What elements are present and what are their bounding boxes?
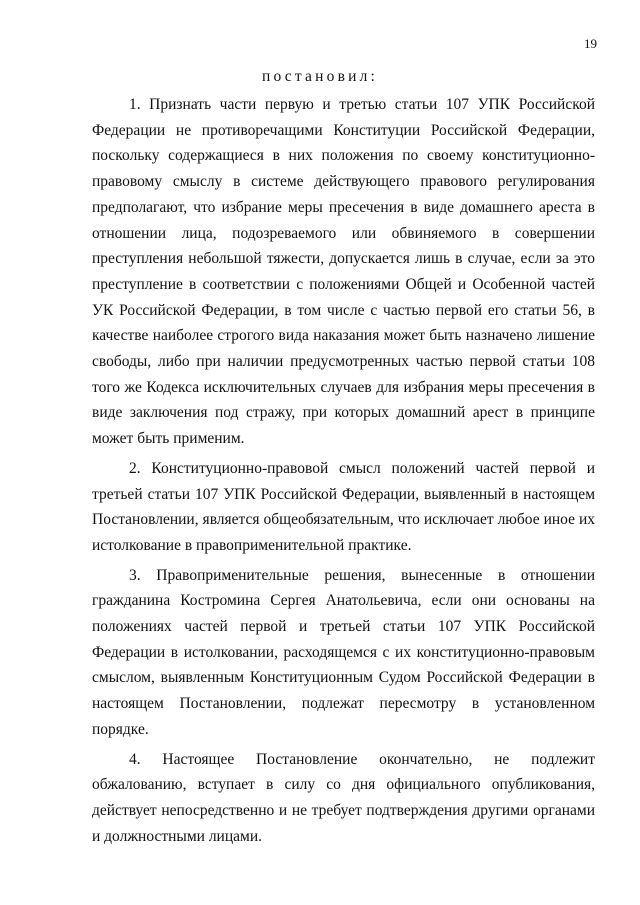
page-number: 19 bbox=[584, 36, 597, 51]
document-body bbox=[92, 92, 595, 853]
resolution-item-2: 2. Конституционно-правовой смысл положений частей первой и третьей статьи 107 УПК Российской Федерации, выявленный в настоящем Постановлении, является общеобязательным, что исключает любое иное их истолкование в правоприменительной практике. bbox=[92, 459, 595, 554]
resolution-heading: постановил: bbox=[261, 68, 379, 85]
resolution-item-4: 4. Настоящее Постановление окончательно, не подлежит обжалованию, вступает в силу со дня официального опубликования, действует непосредственно и не требует подтверждения другими органами и должностными лицами. bbox=[92, 750, 595, 845]
resolution-item-3: 3. Правоприменительные решения, вынесенные в отношении гражданина Костромина Сергея Анатольевича, если они основаны на положениях частей первой и третьей статьи 107 УПК Российской Федерации в истолковании, расходящемся с их конституционно-правовым смыслом, выявленным Конституционным Судом Российской Федерации в настоящем Постановлении, подлежат пересмотру в установленном порядке. bbox=[92, 566, 595, 738]
resolution-item-1: 1. Признать части первую и третью статьи 107 УПК Российской Федерации не противоречащими Конституции Российской Федерации, поскольку содержащиеся в них положения по своему конституционно-правовому смыслу в системе действующего правового регулирования предполагают, что избрание меры пресечения в виде домашнего ареста в отношении лица, подозреваемого или обвиняемого в совершении преступления небольшой тяжести, допускается лишь в случае, если за это преступление в соответствии с положениями Общей и Особенной частей УК Российской Федерации, в том числе с частью первой его статьи 56, в качестве наиболее строгого вида наказания может быть назначено лишение свободы, либо при наличии предусмотренных частью первой статьи 108 того же Кодекса исключительных случаев для избрания меры пресечения в виде заключения под стражу, при которых домашний арест в принципе может быть применим. bbox=[92, 96, 595, 448]
